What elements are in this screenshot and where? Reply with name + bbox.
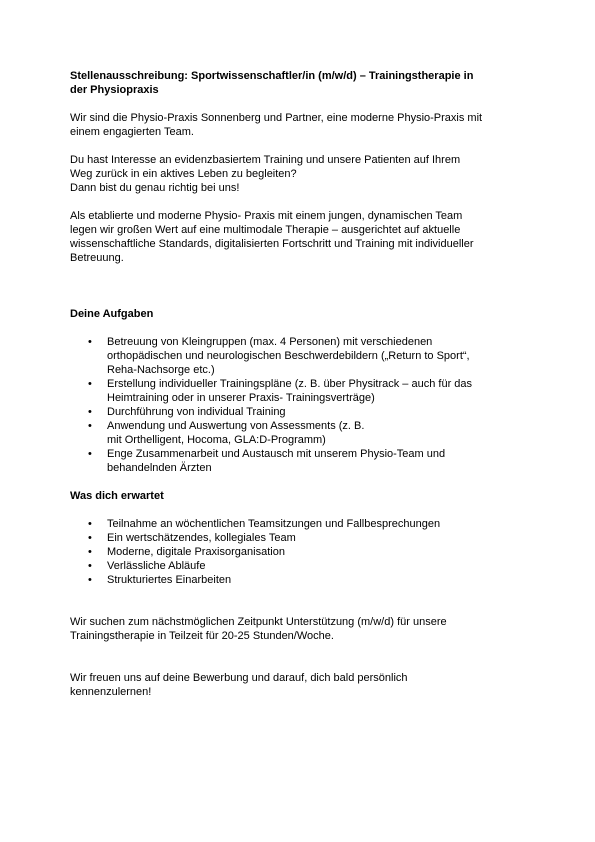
closing-line: kennenzulernen! (70, 686, 152, 698)
document-page (70, 69, 540, 699)
intro-line: Wir sind die Physio-Praxis Sonnenberg und Partner, eine moderne Physio-Praxis mit (70, 112, 483, 124)
closing-paragraph (70, 671, 540, 699)
list-item-line: • Enge Zusammenarbeit und Austausch mit unserem Physio-Team und (107, 448, 446, 460)
list-item-line: • Moderne, digitale Praxisorganisation (107, 546, 285, 558)
about-line: wissenschaftliche Standards, digitalisierten Fortschritt und Training mit individueller (70, 238, 474, 250)
intro-paragraph (70, 111, 540, 139)
list-item-line: • Verlässliche Abläufe (107, 560, 206, 572)
list-item-line: orthopädischen und neurologischen Beschwerdebildern („Return to Sport“, (107, 350, 470, 362)
question-line: Du hast Interesse an evidenzbasiertem Training und unsere Patienten auf Ihrem (70, 154, 461, 166)
list-item-line: behandelnden Ärzten (107, 462, 212, 474)
list-item-line: • Teilnahme an wöchentlichen Teamsitzungen und Fallbesprechungen (107, 518, 441, 530)
page-title (70, 69, 540, 97)
search-paragraph (70, 615, 540, 643)
search-line: Wir suchen zum nächstmöglichen Zeitpunkt Unterstützung (m/w/d) für unsere (70, 616, 447, 628)
list-item-line: mit Orthelligent, Hocoma, GLA:D-Programm) (107, 434, 326, 446)
list-item (70, 419, 540, 447)
list-item-line: Reha-Nachsorge etc.) (107, 364, 215, 376)
list-item (70, 545, 540, 559)
list-item-line: • Betreuung von Kleingruppen (max. 4 Personen) mit verschiedenen (107, 336, 433, 348)
closing-line: Wir freuen uns auf deine Bewerbung und darauf, dich bald persönlich (70, 672, 408, 684)
title-line: der Physiopraxis (70, 84, 159, 96)
list-item (70, 531, 540, 545)
about-paragraph (70, 209, 540, 265)
title-line: Stellenausschreibung: Sportwissenschaftler/in (m/w/d) – Trainingstherapie in (70, 70, 474, 82)
about-line: Betreuung. (70, 252, 124, 264)
intro-line: einem engagierten Team. (70, 126, 194, 138)
list-item-line: • Strukturiertes Einarbeiten (107, 574, 232, 586)
list-item (70, 405, 540, 419)
about-line: Als etablierte und moderne Physio- Praxis mit einem jungen, dynamischen Team (70, 210, 463, 222)
list-item (70, 573, 540, 587)
question-paragraph (70, 153, 540, 195)
tasks-heading: Deine Aufgaben (70, 308, 154, 320)
list-item-line: • Durchführung von individual Training (107, 406, 286, 418)
list-item-line: • Anwendung und Auswertung von Assessments (z. B. (107, 420, 365, 432)
list-item-line: • Ein wertschätzendes, kollegiales Team (107, 532, 296, 544)
offers-list (70, 517, 540, 587)
list-item (70, 447, 540, 475)
search-line: Trainingstherapie in Teilzeit für 20-25 Stunden/Woche. (70, 630, 334, 642)
list-item (70, 335, 540, 377)
tasks-list (70, 335, 540, 475)
list-item (70, 559, 540, 573)
about-line: legen wir großen Wert auf eine multimodale Therapie – ausgerichtet auf aktuelle (70, 224, 461, 236)
offer-heading: Was dich erwartet (70, 490, 164, 502)
list-item-line: Heimtraining oder in unserer Praxis- Trainingsverträge) (107, 392, 375, 404)
question-line: Dann bist du genau richtig bei uns! (70, 182, 240, 194)
list-item-line: • Erstellung individueller Trainingspläne (z. B. über Physitrack – auch für das (107, 378, 473, 390)
question-line: Weg zurück in ein aktives Leben zu begleiten? (70, 168, 297, 180)
list-item (70, 517, 540, 531)
list-item (70, 377, 540, 405)
